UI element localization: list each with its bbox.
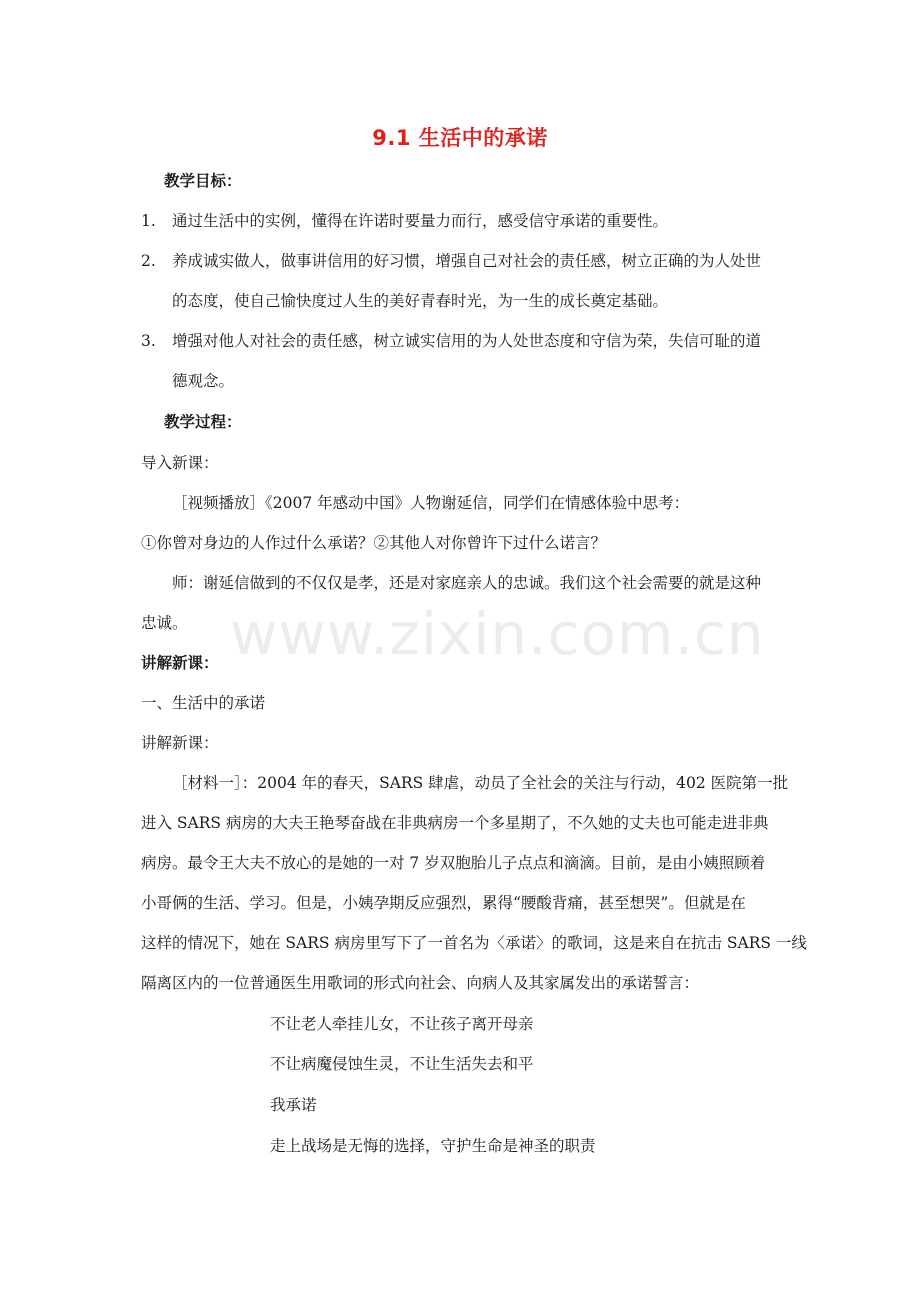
- lecture-label: 讲解新课：: [141, 734, 219, 752]
- goal-text: 增强对他人对社会的责任感，树立诚实信用的为人处世态度和守信为荣，失信可耻的道: [172, 332, 762, 350]
- intro-video: ［视频播放］《2007 年感动中国》人物谢延信，同学们在情感体验中思考：: [172, 494, 690, 512]
- lecture-heading: 讲解新课：: [141, 653, 219, 672]
- poem-line: 不让老人牵挂儿女，不让孩子离开母亲: [270, 1015, 534, 1033]
- intro-heading: 导入新课：: [141, 454, 219, 472]
- goal-text: 养成诚实做人，做事讲信用的好习惯，增强自己对社会的责任感，树立正确的为人处世: [172, 252, 762, 270]
- process-heading: 教学过程：: [164, 412, 242, 431]
- goal-number: 2.: [141, 252, 156, 270]
- goal-text: 德观念。: [172, 372, 235, 390]
- material-line: ［材料一］：2004 年的春天，SARS 肆虐，动员了全社会的关注与行动，402 医院第一批: [172, 774, 789, 792]
- goal-text: 通过生活中的实例，懂得在许诺时要量力而行，感受信守承诺的重要性。: [172, 212, 669, 230]
- intro-questions: ①你曾对身边的人作过什么承诺？②其他人对你曾许下过什么诺言？: [141, 534, 607, 552]
- material-line: 隔离区内的一位普通医生用歌词的形式向社会、向病人及其家属发出的承诺誓言：: [141, 974, 700, 992]
- material-line: 进入 SARS 病房的大夫王艳琴奋战在非典病房一个多星期了，不久她的丈夫也可能走进非典: [141, 814, 769, 832]
- section-title: 一、生活中的承诺: [141, 694, 266, 712]
- poem-line: 我承诺: [270, 1096, 317, 1114]
- teacher-remark: 忠诚。: [141, 614, 188, 632]
- page-title: 9.1 生活中的承诺: [372, 126, 548, 150]
- goal-number: 1.: [141, 212, 156, 230]
- goals-heading: 教学目标：: [164, 171, 242, 190]
- poem-line: 不让病魔侵蚀生灵，不让生活失去和平: [270, 1055, 534, 1073]
- watermark: www.zixin.com.cn: [230, 600, 765, 668]
- poem-line: 走上战场是无悔的选择，守护生命是神圣的职责: [270, 1137, 596, 1155]
- goal-text: 的态度，使自己愉快度过人生的美好青春时光，为一生的成长奠定基础。: [172, 292, 669, 310]
- material-line: 这样的情况下，她在 SARS 病房里写下了一首名为〈承诺〉的歌词，这是来自在抗击 SARS 一线: [141, 934, 807, 952]
- material-line: 病房。最令王大夫不放心的是她的一对 7 岁双胞胎儿子点点和滴滴。目前，是由小姨照顾着: [141, 854, 766, 872]
- goal-number: 3.: [141, 332, 156, 350]
- teacher-remark: 师：谢延信做到的不仅仅是孝，还是对家庭亲人的忠诚。我们这个社会需要的就是这种: [172, 574, 762, 592]
- material-line: 小哥俩的生活、学习。但是，小姨孕期反应强烈，累得“腰酸背痛，甚至想哭”。但就是在: [141, 894, 746, 912]
